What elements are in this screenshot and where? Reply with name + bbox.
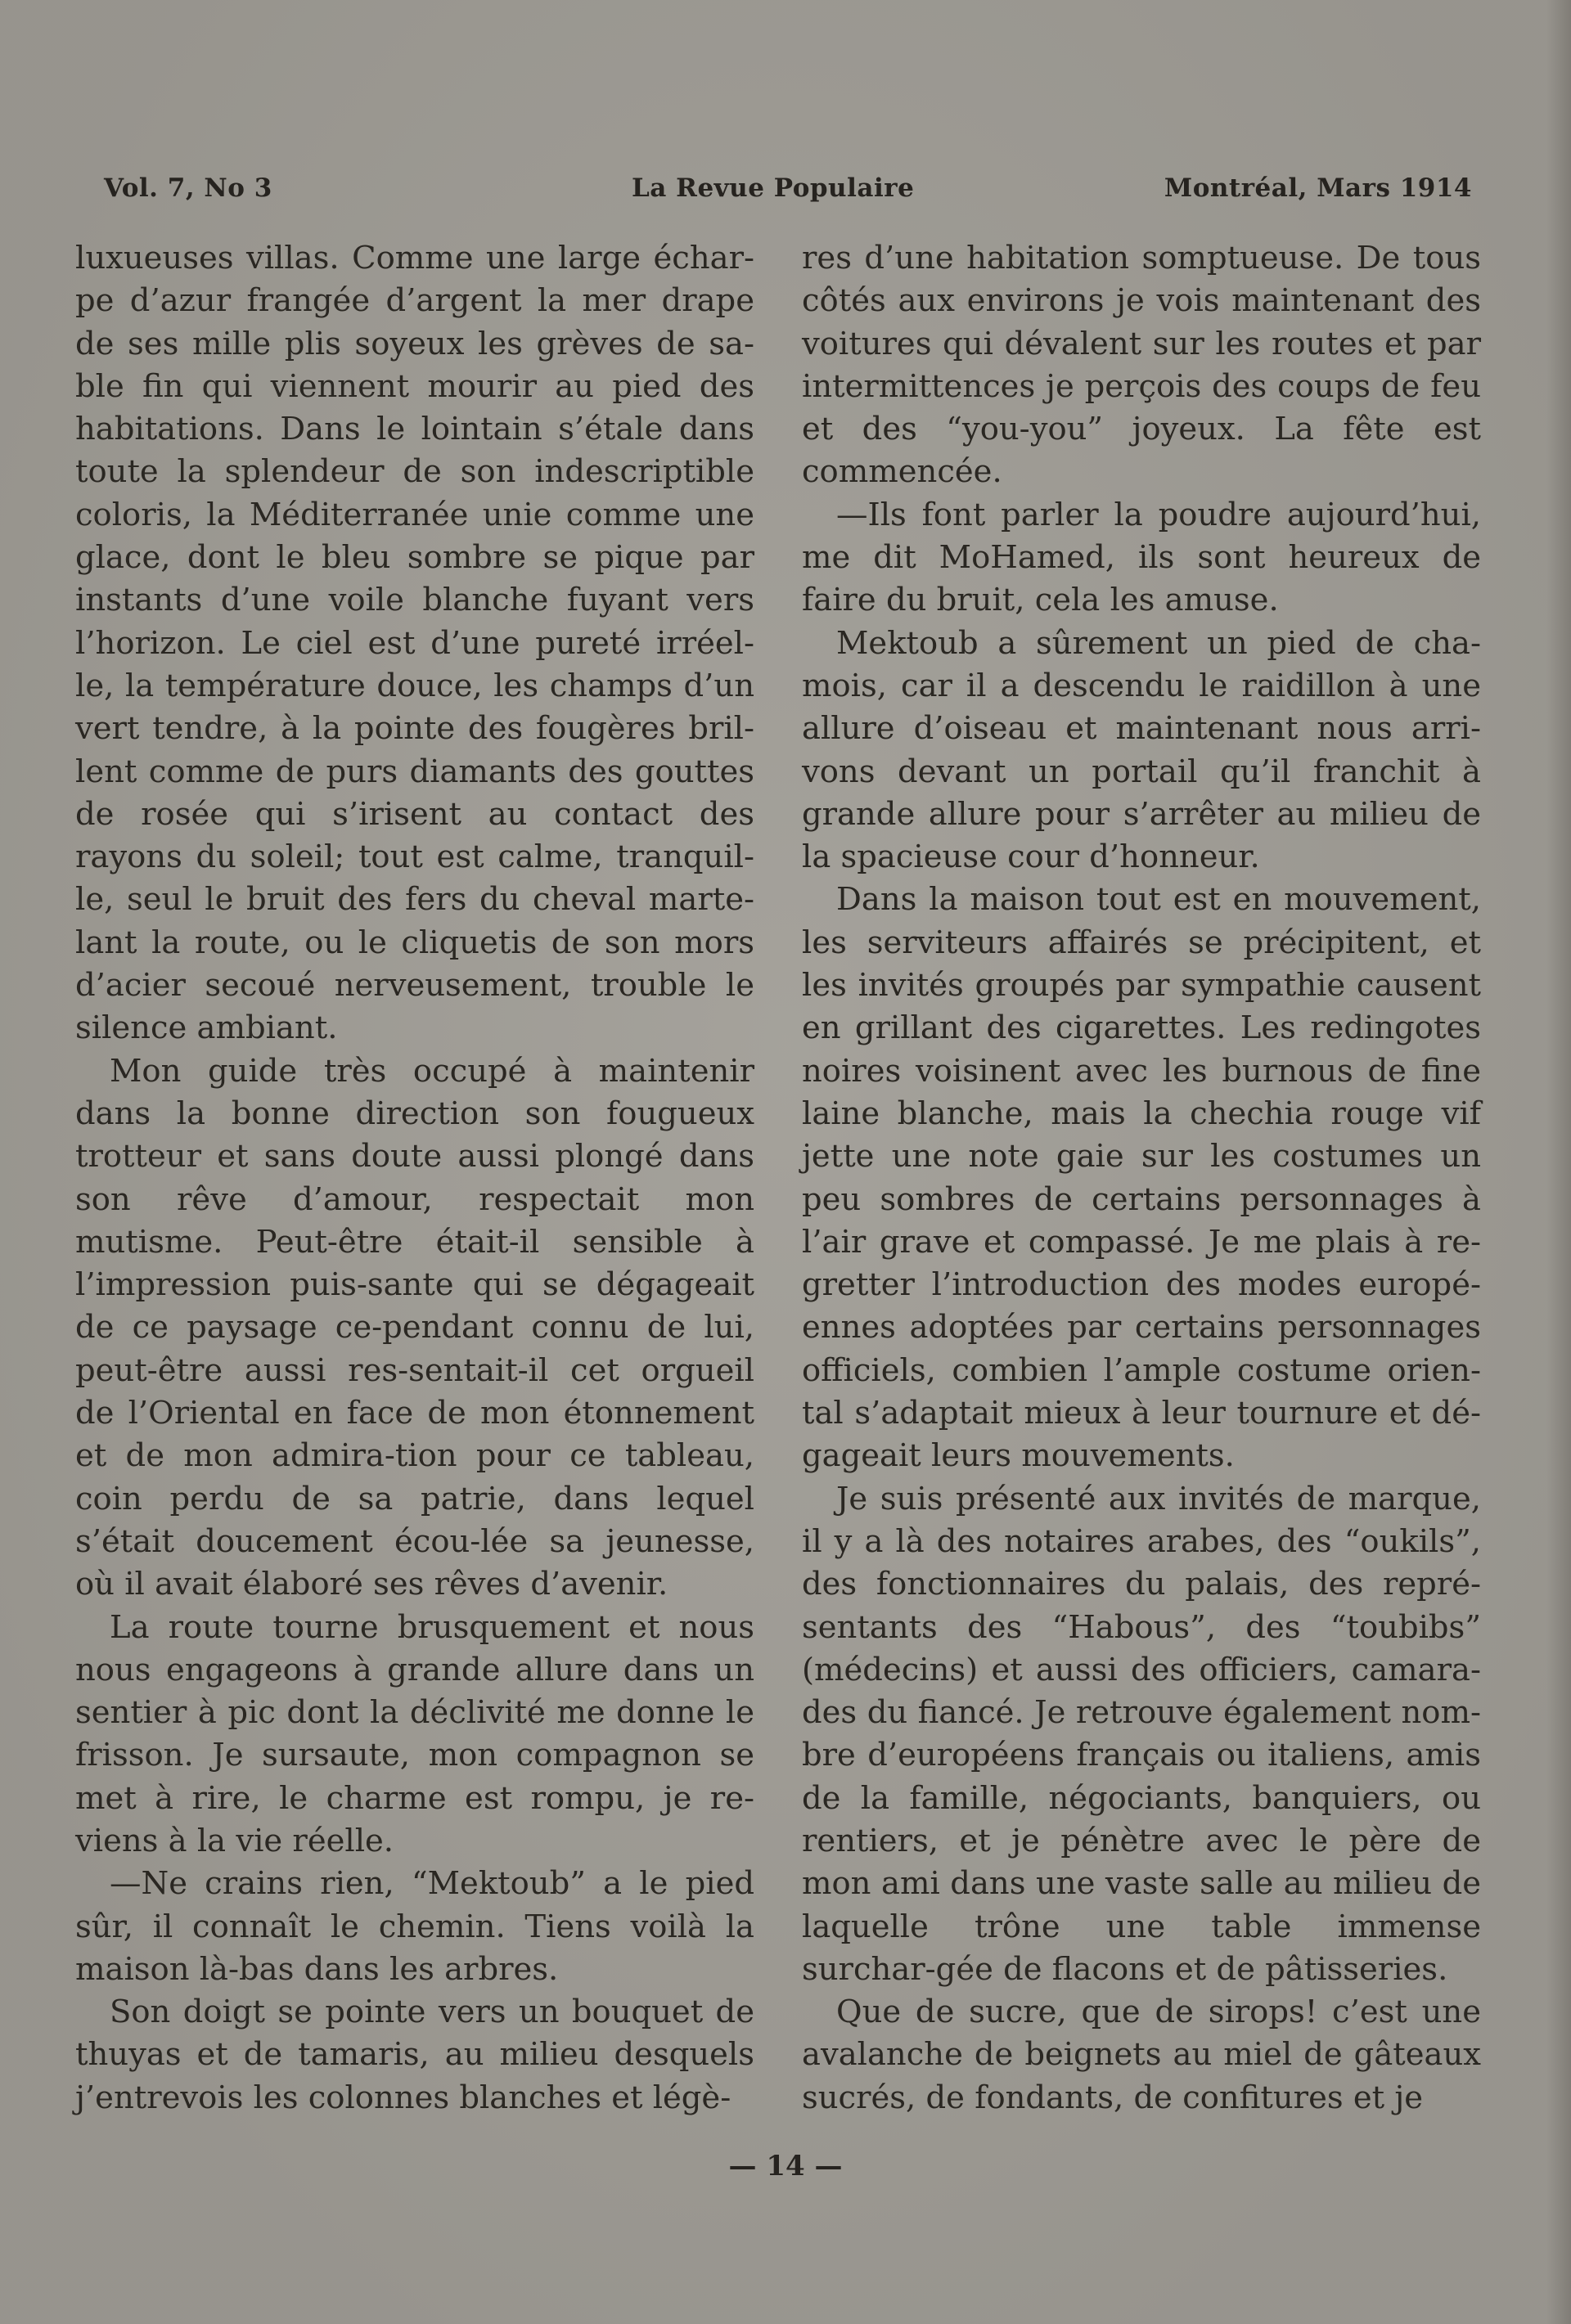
paragraph: Son doigt se pointe vers un bouquet de thuyas et de tamaris, au milieu desquels j’entrevois les colonnes blanches et légè- bbox=[75, 1994, 754, 2116]
paragraph: Je suis présenté aux invités de marque, il y a là des notaires arabes, des “oukils”, des fonctionnaires du palais, des repré-sentants des “Habous”, des “toubibs” (médecins) et aussi des officiers, camara-des du fiancé. Je retrouve également nom-bre d’européens français ou italiens, amis de la famille, négociants, banquiers, ou rentiers, et je pénètre avec le père de mon ami dans une vaste salle au milieu de laquelle trône une table immense surchar-gée de flacons et de pâtisseries. bbox=[802, 1480, 1481, 1988]
paragraph: luxueuses villas. Comme une large échar-pe d’azur frangée d’argent la mer drape de ses mille plis soyeux les grèves de sa-ble fin qui viennent mourir au pied des habitations. Dans le lointain s’étale dans toute la splendeur de son indescriptible coloris, la Méditerranée unie comme une glace, dont le bleu sombre se pique par instants d’une voile blanche fuyant vers l’horizon. Le ciel est d’une pureté irréel-le, la température douce, les champs d’un vert tendre, à la pointe des fougères bril-lent comme de purs diamants des gouttes de rosée qui s’irisent au contact des rayons du soleil; tout est calme, tranquil-le, seul le bruit des fers du cheval marte-lant la route, ou le cliquetis de son mors d’acier secoué nerveusement, trouble le silence ambiant. bbox=[75, 240, 754, 1047]
page-number: — 14 — bbox=[728, 2150, 843, 2182]
running-header bbox=[104, 173, 1472, 209]
left-column bbox=[75, 237, 754, 2119]
paragraph: Mon guide très occupé à maintenir dans la bonne direction son fougueux trotteur et sans doute aussi plongé dans son rêve d’amour, respectait mon mutisme. Peut-être était-il sensible à l’impression puis-sante qui se dégageait de ce paysage ce-pendant connu de lui, peut-être aussi res-sentait-il cet orgueil de l’Oriental en face de mon étonnement et de mon admira-tion pour ce tableau, coin perdu de sa patrie, dans lequel s’était doucement écou-lée sa jeunesse, où il avait élaboré ses rêves d’avenir. bbox=[75, 1052, 754, 1603]
paragraph: La route tourne brusquement et nous nous engageons à grande allure dans un sentier à pic dont la déclivité me donne le frisson. Je sursaute, mon compagnon se met à rire, le charme est rompu, je re-viens à la vie réelle. bbox=[75, 1608, 754, 1859]
paragraph: —Ne crains rien, “Mektoub” a le pied sûr, il connaît le chemin. Tiens voilà la maison là-bas dans les arbres. bbox=[75, 1865, 754, 1988]
paragraph: Que de sucre, que de sirops! c’est une avalanche de beignets au miel de gâteaux sucrés, de fondants, de confitures et je bbox=[802, 1994, 1481, 2116]
right-column bbox=[802, 237, 1481, 2119]
paragraph: —Ils font parler la poudre aujourd’hui, me dit MoHamed, ils sont heureux de faire du bruit, cela les amuse. bbox=[802, 496, 1481, 619]
header-dateline: Montréal, Mars 1914 bbox=[1164, 173, 1472, 203]
header-title: La Revue Populaire bbox=[632, 173, 915, 203]
paragraph: Mektoub a sûrement un pied de cha-mois, car il a descendu le raidillon à une allure d’oiseau et maintenant nous arri-vons devant un portail qu’il franchit à grande allure pour s’arrêter au milieu de la spacieuse cour d’honneur. bbox=[802, 624, 1481, 876]
page-edge-shadow bbox=[1546, 0, 1571, 2324]
paragraph: res d’une habitation somptueuse. De tous côtés aux environs je vois maintenant des voitures qui dévalent sur les routes et par intermittences je perçois des coups de feu et des “you-you” joyeux. La fête est commencée. bbox=[802, 240, 1481, 491]
header-volume: Vol. 7, No 3 bbox=[104, 173, 272, 203]
paragraph: Dans la maison tout est en mouvement, les serviteurs affairés se précipitent, et les invités groupés par sympathie causent en grillant des cigarettes. Les redingotes noires voisinent avec les burnous de fine laine blanche, mais la chechia rouge vif jette une note gaie sur les costumes un peu sombres de certains personnages à l’air grave et compassé. Je me plais à re-gretter l’introduction des modes europé-ennes adoptées par certains personnages officiels, combien l’ample costume orien-tal s’adaptait mieux à leur tournure et dé-gageait leurs mouvements. bbox=[802, 881, 1481, 1475]
